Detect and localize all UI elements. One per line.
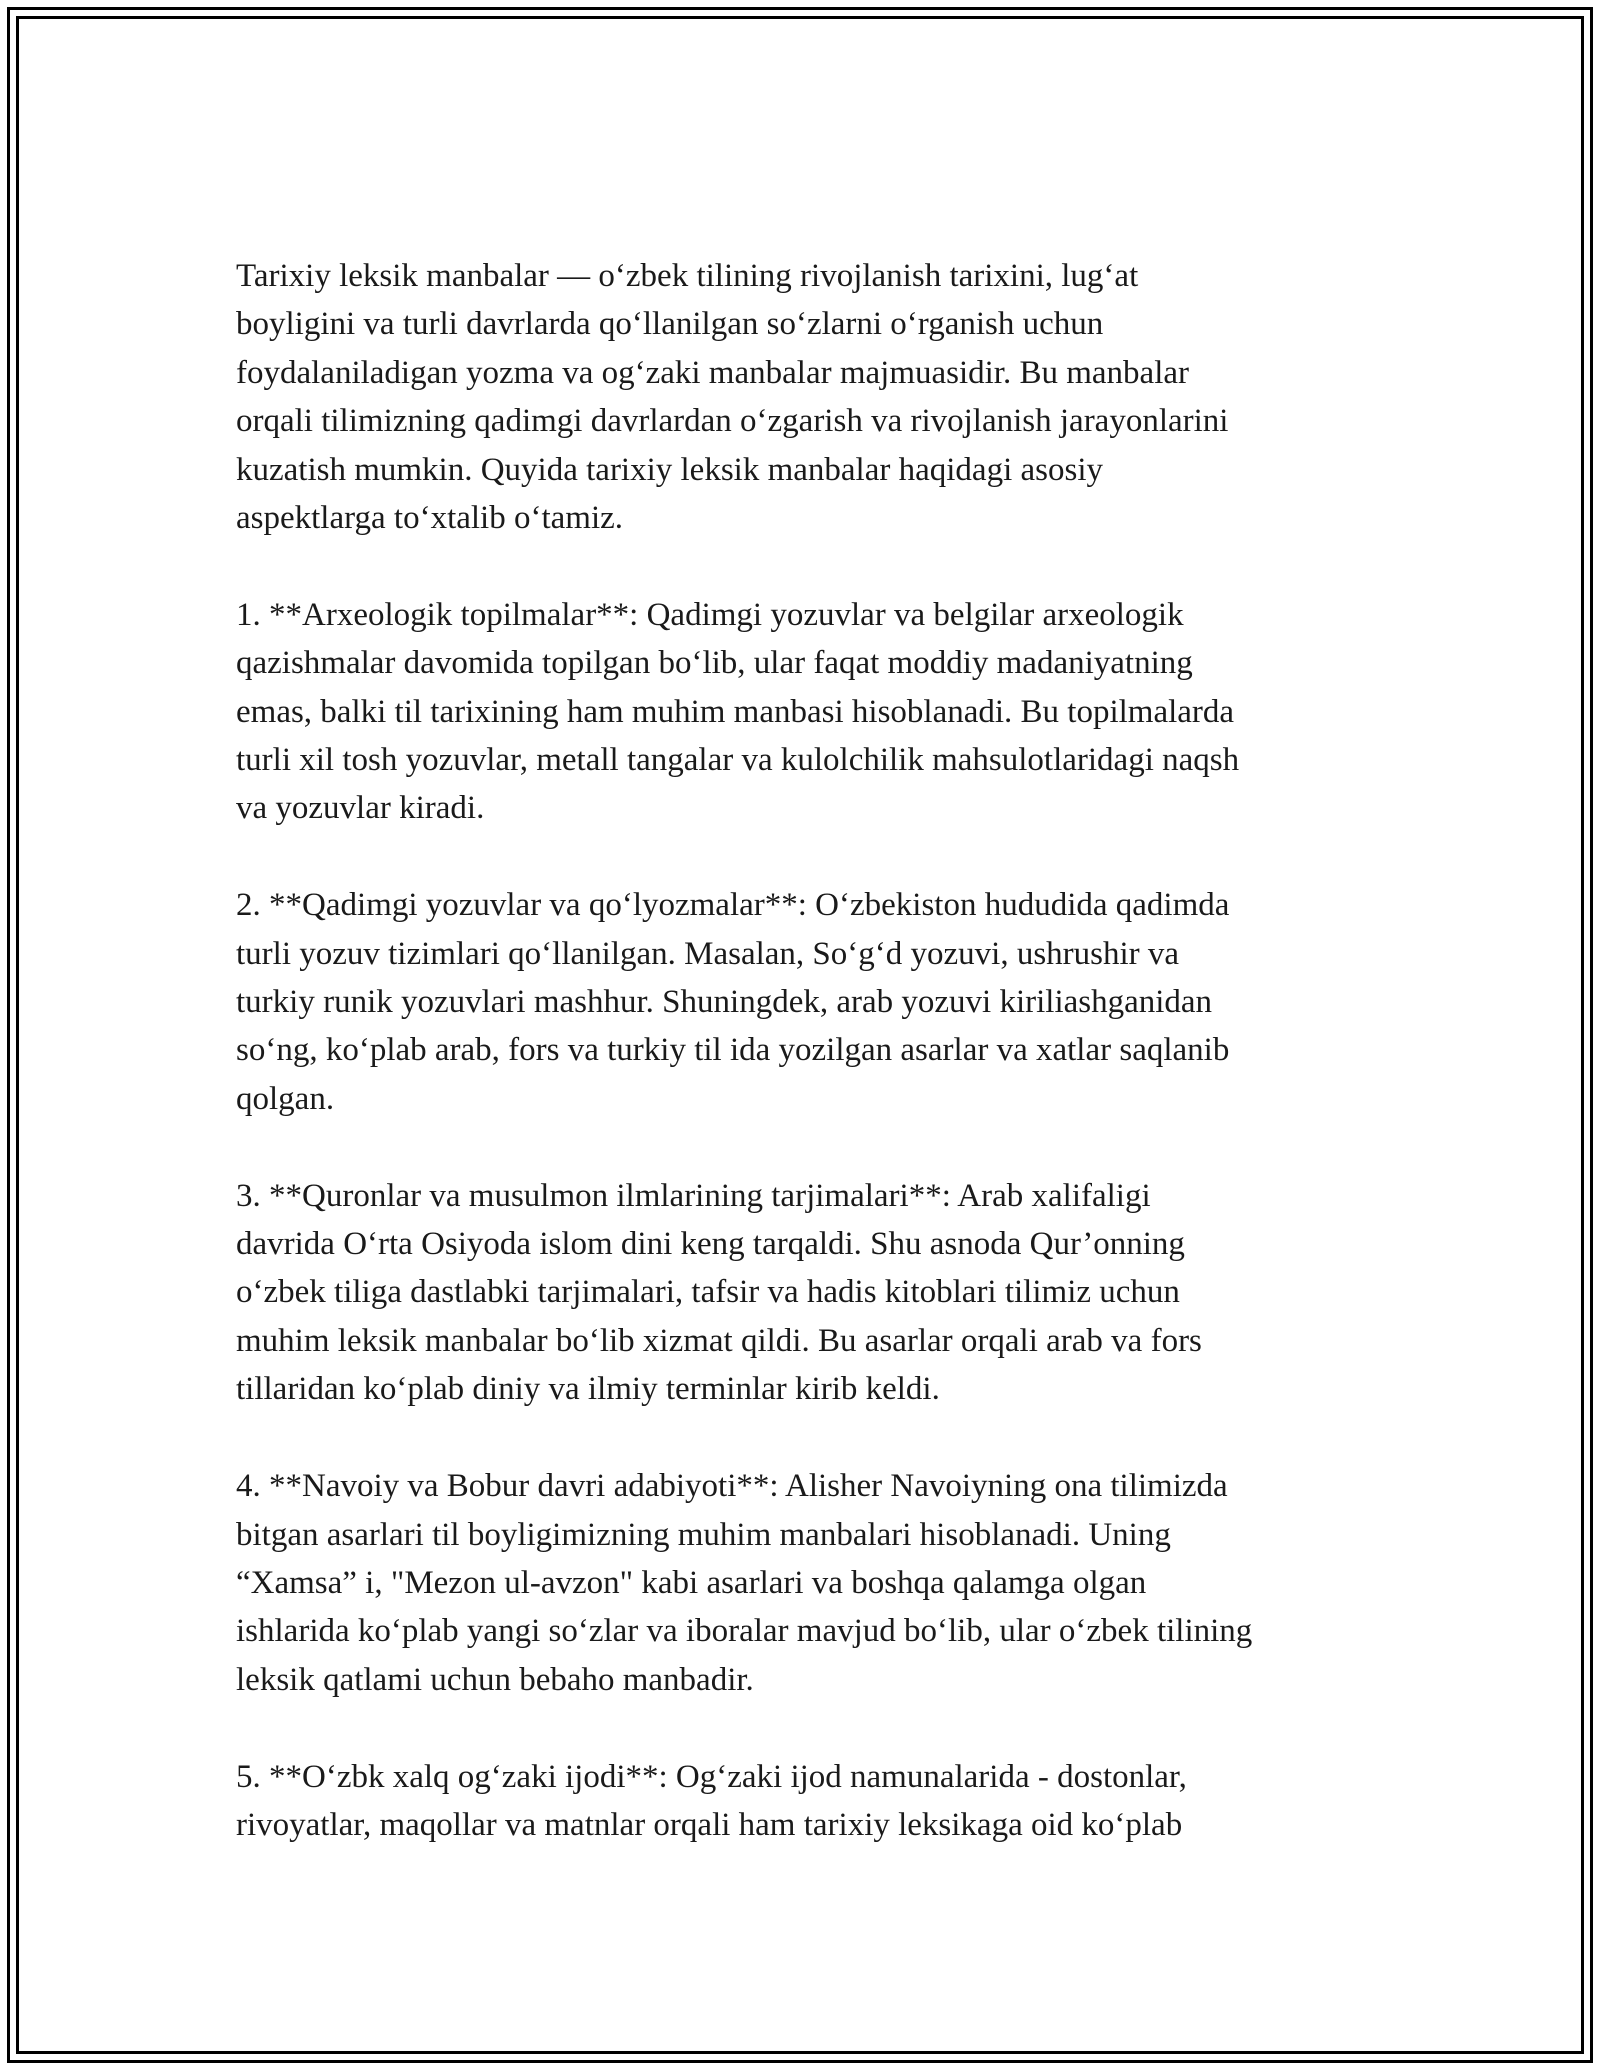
text-line: 4. **Navoiy va Bobur davri adabiyoti**: Alisher Navoiyning ona tilimizda <box>236 1468 1228 1505</box>
text-line: ishlarida ko‘plab yangi so‘zlar va iboralar mavjud bo‘lib, ular o‘zbek tilining <box>236 1613 1253 1650</box>
text-line: turli xil tosh yozuvlar, metall tangalar va kulolchilik mahsulotlaridagi naqsh <box>236 742 1240 779</box>
paragraph-item-1 <box>236 591 1386 833</box>
text-line: qolgan. <box>236 1080 335 1117</box>
text-line: 1. **Arxeologik topilmalar**: Qadimgi yozuvlar va belgilar arxeologik <box>236 596 1184 633</box>
paragraph-item-3 <box>236 1172 1386 1414</box>
text-line: Tarixiy leksik manbalar — o‘zbek tilining rivojlanish tarixini, lug‘at <box>236 258 1139 294</box>
text-line: tillaridan ko‘plab diniy va ilmiy terminlar kirib keldi. <box>236 1371 940 1408</box>
paragraph-item-2 <box>236 881 1386 1123</box>
text-line: va yozuvlar kiradi. <box>236 790 485 827</box>
text-line: “Xamsa” i, "Mezon ul-avzon" kabi asarlari va boshqa qalamga olgan <box>236 1564 1147 1601</box>
text-line: muhim leksik manbalar bo‘lib xizmat qildi. Bu asarlar orqali arab va fors <box>236 1322 1202 1359</box>
text-line: 3. **Quronlar va musulmon ilmlarining tarjimalari**: Arab xalifaligi <box>236 1177 1151 1214</box>
text-line: boyligini va turli davrlarda qo‘llanilgan so‘zlarni o‘rganish uchun <box>236 306 1104 343</box>
paragraph-item-4 <box>236 1462 1386 1704</box>
text-line: so‘ng, ko‘plab arab, fors va turkiy til ida yozilgan asarlar va xatlar saqlanib <box>236 1032 1230 1069</box>
text-line: turkiy runik yozuvlari mashhur. Shuningdek, arab yozuvi kiriliashganidan <box>236 984 1213 1021</box>
text-line: 5. **O‘zbk xalq og‘zaki ijodi**: Og‘zaki ijod namunalarida - dostonlar, <box>236 1758 1187 1795</box>
document-body <box>236 252 1386 1898</box>
text-line: davrida O‘rta Osiyoda islom dini keng tarqaldi. Shu asnoda Qur’onning <box>236 1226 1185 1263</box>
text-line: emas, balki til tarixining ham muhim manbasi hisoblanadi. Bu topilmalarda <box>236 693 1235 730</box>
text-line: rivoyatlar, maqollar va matnlar orqali ham tarixiy leksikaga oid ko‘plab <box>236 1806 1183 1843</box>
text-line: qazishmalar davomida topilgan bo‘lib, ular faqat moddiy madaniyatning <box>236 645 1193 682</box>
paragraph-intro <box>236 252 1386 542</box>
text-line: aspektlarga to‘xtalib o‘tamiz. <box>236 500 624 537</box>
text-line: bitgan asarlari til boyligimizning muhim manbalari hisoblanadi. Uning <box>236 1516 1171 1553</box>
text-line: o‘zbek tiliga dastlabki tarjimalari, tafsir va hadis kitoblari tilimiz uchun <box>236 1274 1180 1311</box>
text-line: 2. **Qadimgi yozuvlar va qo‘lyozmalar**: O‘zbekiston hududida qadimda <box>236 887 1230 924</box>
text-line: kuzatish mumkin. Quyida tarixiy leksik manbalar haqidagi asosiy <box>236 451 1103 488</box>
text-line: orqali tilimizning qadimgi davrlardan o‘zgarish va rivojlanish jarayonlarini <box>236 403 1229 440</box>
text-line: foydalaniladigan yozma va og‘zaki manbalar majmuasidir. Bu manbalar <box>236 354 1190 391</box>
text-line: turli yozuv tizimlari qo‘llanilgan. Masalan, So‘g‘d yozuvi, ushrushir va <box>236 935 1180 972</box>
paragraph-item-5 <box>236 1753 1386 1850</box>
text-line: leksik qatlami uchun bebaho manbadir. <box>236 1661 754 1698</box>
